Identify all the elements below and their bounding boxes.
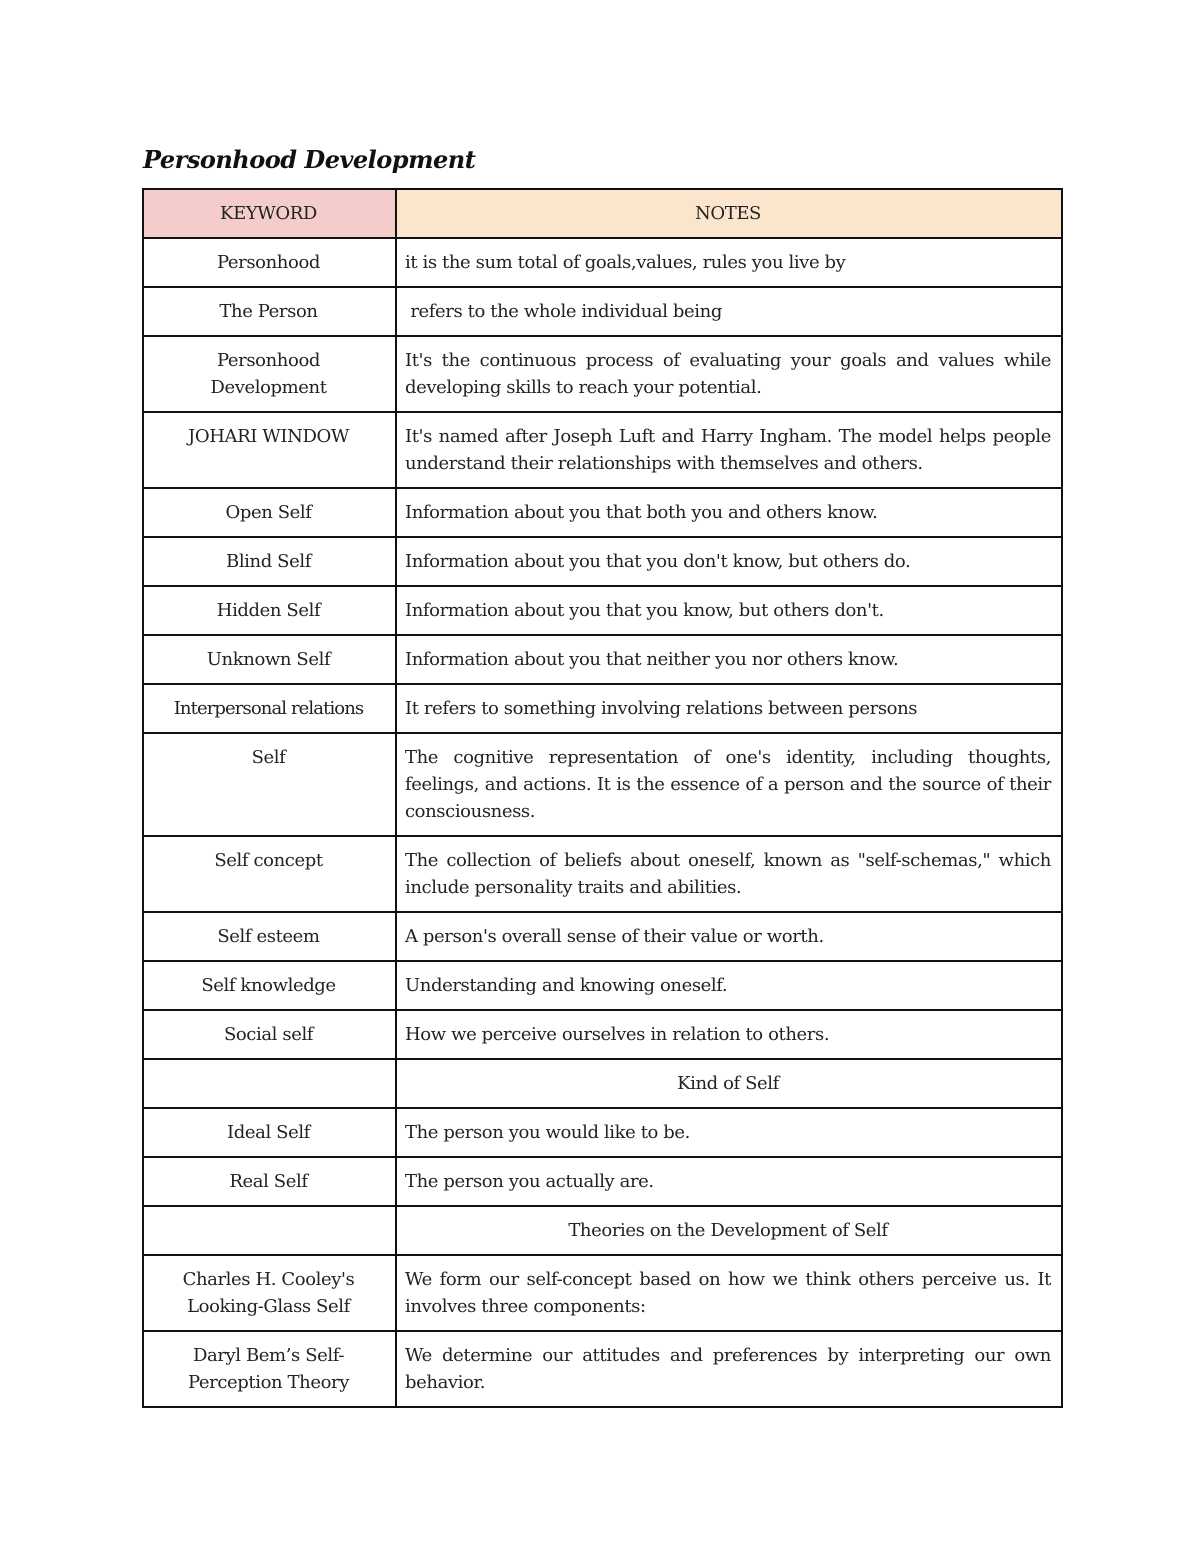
keyword-cell: Self concept <box>143 836 396 912</box>
notes-cell: The person you would like to be. <box>396 1108 1062 1157</box>
table-row <box>143 412 1062 488</box>
keyword-cell: Self <box>143 733 396 836</box>
section-row-theories <box>143 1206 1062 1255</box>
table-row <box>143 1331 1062 1407</box>
section-heading-cell: Kind of Self <box>396 1059 1062 1108</box>
notes-column-header: NOTES <box>396 189 1062 238</box>
keyword-cell: Hidden Self <box>143 586 396 635</box>
table-header-row <box>143 189 1062 238</box>
notes-cell: Information about you that you know, but others don't. <box>396 586 1062 635</box>
keyword-cell: Real Self <box>143 1157 396 1206</box>
table-row <box>143 961 1062 1010</box>
keyword-cell: Social self <box>143 1010 396 1059</box>
table-row <box>143 912 1062 961</box>
keyword-column-header: KEYWORD <box>143 189 396 238</box>
table-row <box>143 836 1062 912</box>
keyword-cell: Interpersonal relations <box>143 684 396 733</box>
notes-cell: How we perceive ourselves in relation to others. <box>396 1010 1062 1059</box>
section-heading-cell: Theories on the Development of Self <box>396 1206 1062 1255</box>
keyword-text: Charles H. Cooley's Looking-Glass Self <box>182 1269 355 1317</box>
keyword-cell: Ideal Self <box>143 1108 396 1157</box>
keyword-cell: Unknown Self <box>143 635 396 684</box>
keyword-cell <box>143 1331 396 1407</box>
table-row <box>143 586 1062 635</box>
keyword-cell: JOHARI WINDOW <box>143 412 396 488</box>
notes-cell: Understanding and knowing oneself. <box>396 961 1062 1010</box>
table-row <box>143 537 1062 586</box>
section-row-kind-of-self <box>143 1059 1062 1108</box>
empty-keyword-cell <box>143 1206 396 1255</box>
notes-cell: The collection of beliefs about oneself, known as "self-schemas," which include personality traits and abilities. <box>396 836 1062 912</box>
table-row <box>143 488 1062 537</box>
notes-cell: It refers to something involving relations between persons <box>396 684 1062 733</box>
table-row <box>143 238 1062 287</box>
notes-cell: A person's overall sense of their value or worth. <box>396 912 1062 961</box>
keyword-cell: Open Self <box>143 488 396 537</box>
keyword-cell <box>143 336 396 412</box>
table-row <box>143 1157 1062 1206</box>
table-row <box>143 1010 1062 1059</box>
notes-cell: It's named after Joseph Luft and Harry Ingham. The model helps people understand their relationships with themselves and others. <box>396 412 1062 488</box>
notes-cell: The person you actually are. <box>396 1157 1062 1206</box>
table-row <box>143 635 1062 684</box>
keyword-text: Personhood Development <box>210 350 327 398</box>
keyword-text: Daryl Bem’s Self-Perception Theory <box>187 1345 350 1393</box>
keyword-cell: Personhood <box>143 238 396 287</box>
table-row <box>143 684 1062 733</box>
notes-cell: Information about you that you don't know, but others do. <box>396 537 1062 586</box>
keyword-cell <box>143 1255 396 1331</box>
keyword-cell: Blind Self <box>143 537 396 586</box>
table-row <box>143 1108 1062 1157</box>
table-row <box>143 336 1062 412</box>
keyword-cell: Self esteem <box>143 912 396 961</box>
notes-cell: it is the sum total of goals,values, rules you live by <box>396 238 1062 287</box>
notes-cell: Information about you that both you and others know. <box>396 488 1062 537</box>
table-row <box>143 733 1062 836</box>
table-row <box>143 1255 1062 1331</box>
keyword-cell: Self knowledge <box>143 961 396 1010</box>
notes-cell: The cognitive representation of one's identity, including thoughts, feelings, and actions. It is the essence of a person and the source of their consciousness. <box>396 733 1062 836</box>
page-title: Personhood Development <box>143 145 476 174</box>
notes-cell: It's the continuous process of evaluating your goals and values while developing skills to reach your potential. <box>396 336 1062 412</box>
notes-cell: We form our self-concept based on how we think others perceive us. It involves three components: <box>396 1255 1062 1331</box>
keyword-cell: The Person <box>143 287 396 336</box>
table-row <box>143 287 1062 336</box>
notes-cell: refers to the whole individual being <box>396 287 1062 336</box>
notes-cell: Information about you that neither you nor others know. <box>396 635 1062 684</box>
keyword-notes-table <box>142 188 1063 1408</box>
empty-keyword-cell <box>143 1059 396 1108</box>
notes-cell: We determine our attitudes and preferences by interpreting our own behavior. <box>396 1331 1062 1407</box>
